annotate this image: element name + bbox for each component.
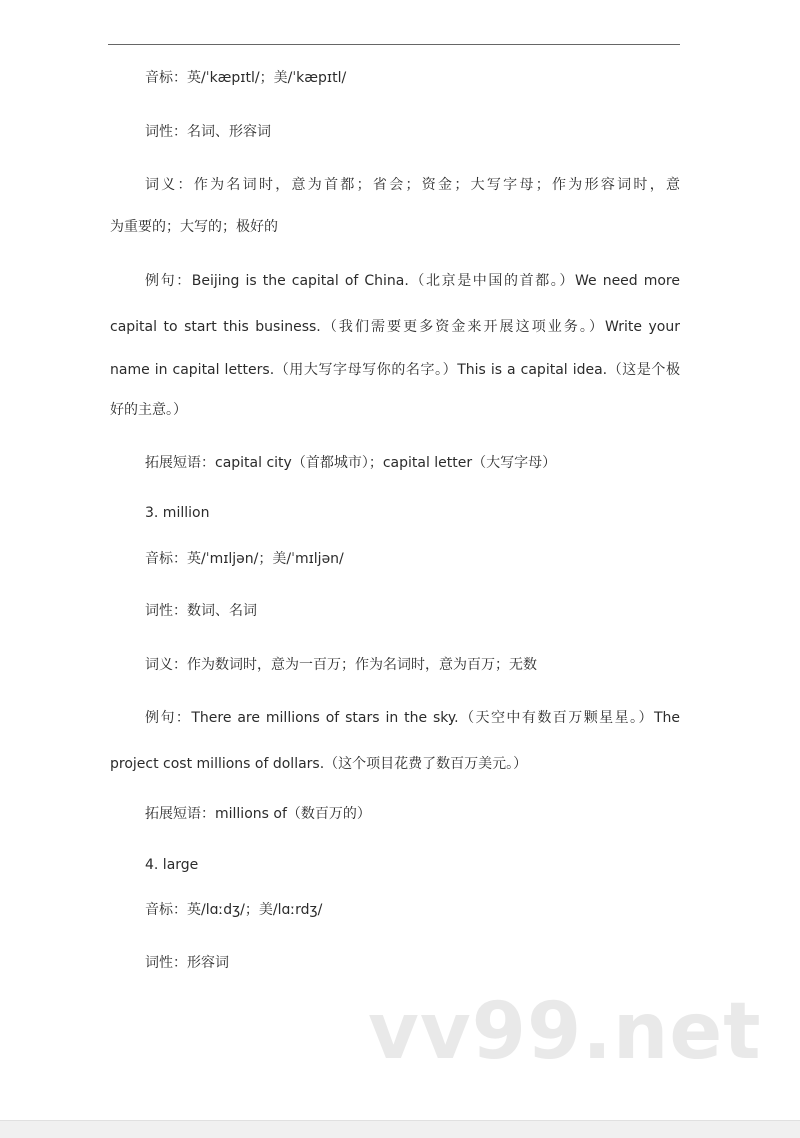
capital-example-line-2: capital to start this business.（我们需要更多资金来开展这项业务。）Write your <box>110 319 680 335</box>
capital-example-line-1: 例句：Beijing is the capital of China.（北京是中国的首都。）We need more <box>145 273 680 289</box>
word-heading-million: 3. million <box>145 505 210 521</box>
large-part-of-speech: 词性：形容词 <box>145 955 229 971</box>
page-bottom-edge <box>0 1120 800 1138</box>
million-phonetic: 音标：英/ˈmɪljən/；美/ˈmɪljən/ <box>145 551 344 567</box>
capital-example-line-3: name in capital letters.（用大写字母写你的名字。）This is a capital idea.（这是个极 <box>110 362 680 378</box>
million-example-line-2: project cost millions of dollars.（这个项目花费了数百万美元。） <box>110 756 528 772</box>
watermark: vv99.net <box>368 987 762 1077</box>
million-part-of-speech: 词性：数词、名词 <box>145 603 257 619</box>
header-rule <box>108 44 680 45</box>
capital-meaning-line-1: 词义：作为名词时，意为首都；省会；资金；大写字母；作为形容词时，意 <box>145 177 680 193</box>
million-phrases: 拓展短语：millions of（数百万的） <box>145 806 371 822</box>
capital-meaning-line-2: 为重要的；大写的；极好的 <box>110 219 278 235</box>
million-meaning: 词义：作为数词时，意为一百万；作为名词时，意为百万；无数 <box>145 657 537 673</box>
capital-phonetic: 音标：英/ˈkæpɪtl/；美/ˈkæpɪtl/ <box>145 70 347 86</box>
large-phonetic: 音标：英/lɑːdʒ/；美/lɑːrdʒ/ <box>145 902 323 918</box>
capital-example-line-4: 好的主意。） <box>110 402 187 418</box>
capital-part-of-speech: 词性：名词、形容词 <box>145 124 271 140</box>
word-heading-large: 4. large <box>145 857 199 873</box>
million-example-line-1: 例句：There are millions of stars in the sky.（天空中有数百万颗星星。）The <box>145 710 680 726</box>
capital-phrases: 拓展短语：capital city（首都城市）；capital letter（大写字母） <box>145 455 557 471</box>
